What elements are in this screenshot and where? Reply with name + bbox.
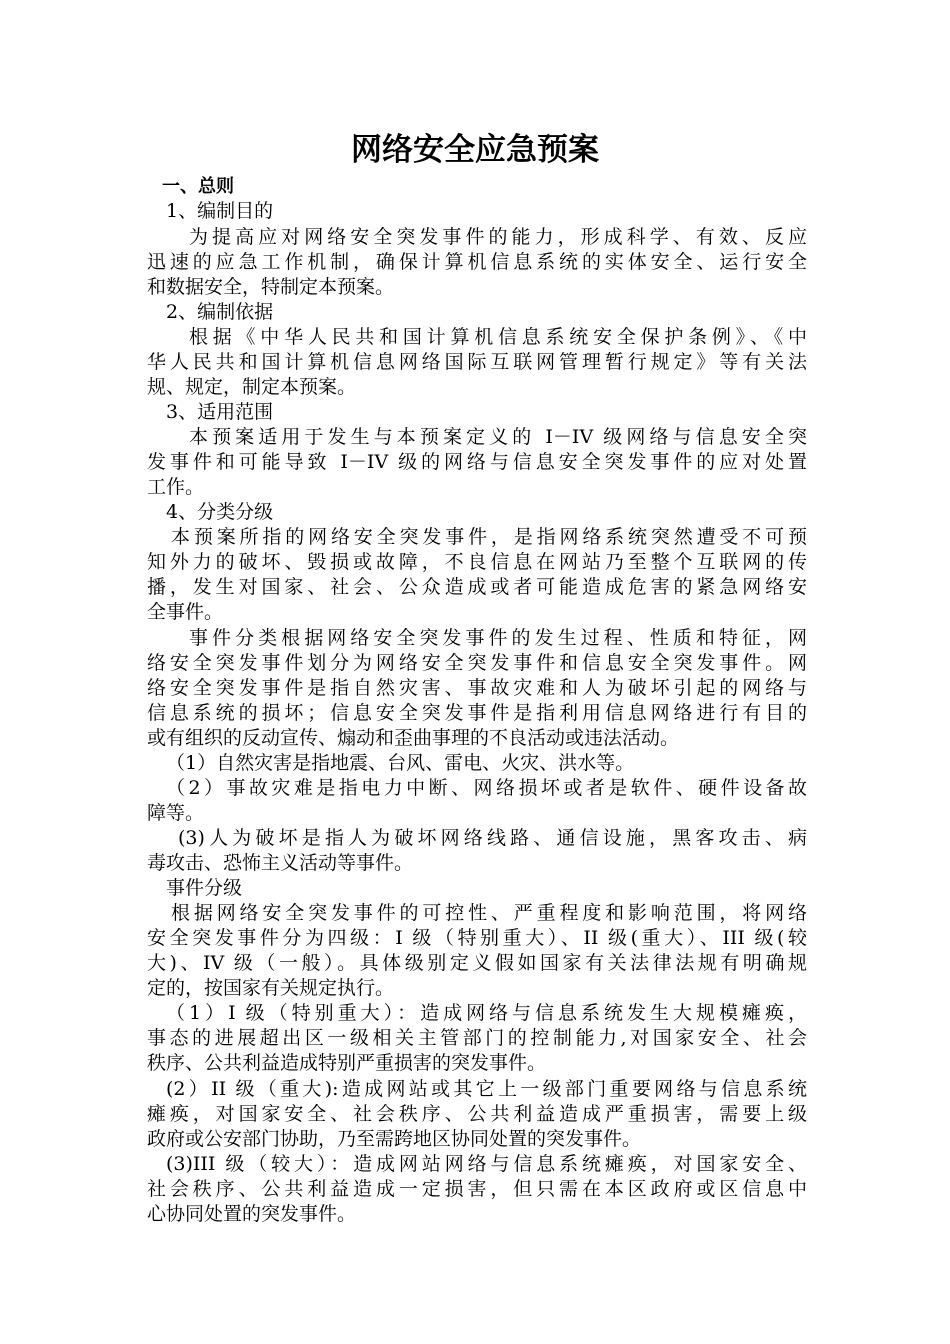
paragraph-line: 定的，按国家有关规定执行。 bbox=[147, 977, 395, 999]
list-item: (3)人为破坏是指人为破坏网络线路、通信设施，黑客攻击、病 bbox=[178, 827, 807, 849]
heading-grading: 事件分级 bbox=[166, 877, 243, 899]
heading-purpose: 1、编制目的 bbox=[166, 200, 274, 222]
paragraph-line: 华人民共和国计算机信息网络国际互联网管理暂行规定》等有关法 bbox=[147, 351, 807, 373]
paragraph-line: 事态的进展超出区一级相关主管部门的控制能力,对国家安全、社会 bbox=[147, 1027, 807, 1049]
paragraph-line: 络安全突发事件是指自然灾害、事故灾难和人为破坏引起的网络与 bbox=[147, 677, 807, 699]
paragraph-line: 社会秩序、公共利益造成一定损害，但只需在本区政府或区信息中 bbox=[147, 1178, 807, 1200]
paragraph-line: 全事件。 bbox=[147, 601, 224, 623]
paragraph-line: 根据《中华人民共和国计算机信息系统安全保护条例》、《中 bbox=[189, 326, 807, 348]
paragraph-line: 秩序、公共利益造成特别严重损害的突发事件。 bbox=[147, 1052, 547, 1074]
paragraph-line: 政府或公安部门协助，乃至需跨地区协同处置的突发事件。 bbox=[147, 1128, 642, 1150]
section-heading-general: 一、总则 bbox=[162, 176, 234, 197]
paragraph-line: 瘫痪，对国家安全、社会秩序、公共利益造成严重损害，需要上级 bbox=[147, 1103, 807, 1125]
paragraph-line: 本预案所指的网络安全突发事件，是指网络系统突然遭受不可预 bbox=[171, 526, 807, 548]
paragraph-line: 安全突发事件分为四级：I 级（特别重大）、II 级(重大）、III 级(较 bbox=[147, 927, 807, 949]
document-title: 网络安全应急预案 bbox=[351, 132, 599, 168]
list-item: （2）事故灾难是指电力中断、网络损坏或者是软件、硬件设备故 bbox=[166, 777, 807, 799]
paragraph-line: 络安全突发事件划分为网络安全突发事件和信息安全突发事件。网 bbox=[147, 652, 807, 674]
list-item: (3)III 级（较大）：造成网站网络与信息系统瘫痪，对国家安全、 bbox=[166, 1153, 807, 1175]
list-item: （1）自然灾害是指地震、台风、雷电、火灾、洪水等。 bbox=[166, 752, 635, 774]
paragraph-line: 发事件和可能导致 I－IV 级的网络与信息安全突发事件的应对处置 bbox=[147, 451, 807, 473]
paragraph-line: 本预案适用于发生与本预案定义的 I－IV 级网络与信息安全突 bbox=[189, 426, 807, 448]
paragraph-line: 为提高应对网络安全突发事件的能力，形成科学、有效、反应 bbox=[189, 226, 807, 248]
list-item: （1）I 级（特别重大）：造成网络与信息系统发生大规模瘫痪， bbox=[166, 1002, 807, 1024]
paragraph-line: 规、规定，制定本预案。 bbox=[147, 376, 357, 398]
heading-scope: 3、适用范围 bbox=[166, 401, 274, 423]
paragraph-line: 知外力的破坏、毁损或故障，不良信息在网站乃至整个互联网的传 bbox=[147, 551, 807, 573]
paragraph-line: 工作。 bbox=[147, 476, 205, 498]
paragraph-line: 和数据安全，特制定本预案。 bbox=[147, 276, 395, 298]
paragraph-line: 毒攻击、恐怖主义活动等事件。 bbox=[147, 852, 414, 874]
paragraph-line: 心协同处置的突发事件。 bbox=[147, 1203, 357, 1225]
paragraph-line: 大)、IV 级（一般）。具体级别定义假如国家有关法律法规有明确规 bbox=[147, 952, 807, 974]
paragraph-line: 障等。 bbox=[147, 802, 205, 824]
paragraph-line: 根据网络安全突发事件的可控性、严重程度和影响范围，将网络 bbox=[171, 902, 807, 924]
paragraph-line: 迅速的应急工作机制，确保计算机信息系统的实体安全、运行安全 bbox=[147, 251, 807, 273]
heading-basis: 2、编制依据 bbox=[166, 301, 274, 323]
paragraph-line: 或有组织的反动宣传、煽动和歪曲事理的不良活动或违法活动。 bbox=[147, 727, 680, 749]
heading-classification: 4、分类分级 bbox=[166, 501, 274, 523]
paragraph-line: 事件分类根据网络安全突发事件的发生过程、性质和特征，网 bbox=[189, 627, 807, 649]
list-item: (2）II 级（重大):造成网站或其它上一级部门重要网络与信息系统 bbox=[166, 1078, 807, 1100]
paragraph-line: 播，发生对国家、社会、公众造成或者可能造成危害的紧急网络安 bbox=[147, 576, 807, 598]
paragraph-line: 信息系统的损坏；信息安全突发事件是指利用信息网络进行有目的 bbox=[147, 702, 807, 724]
